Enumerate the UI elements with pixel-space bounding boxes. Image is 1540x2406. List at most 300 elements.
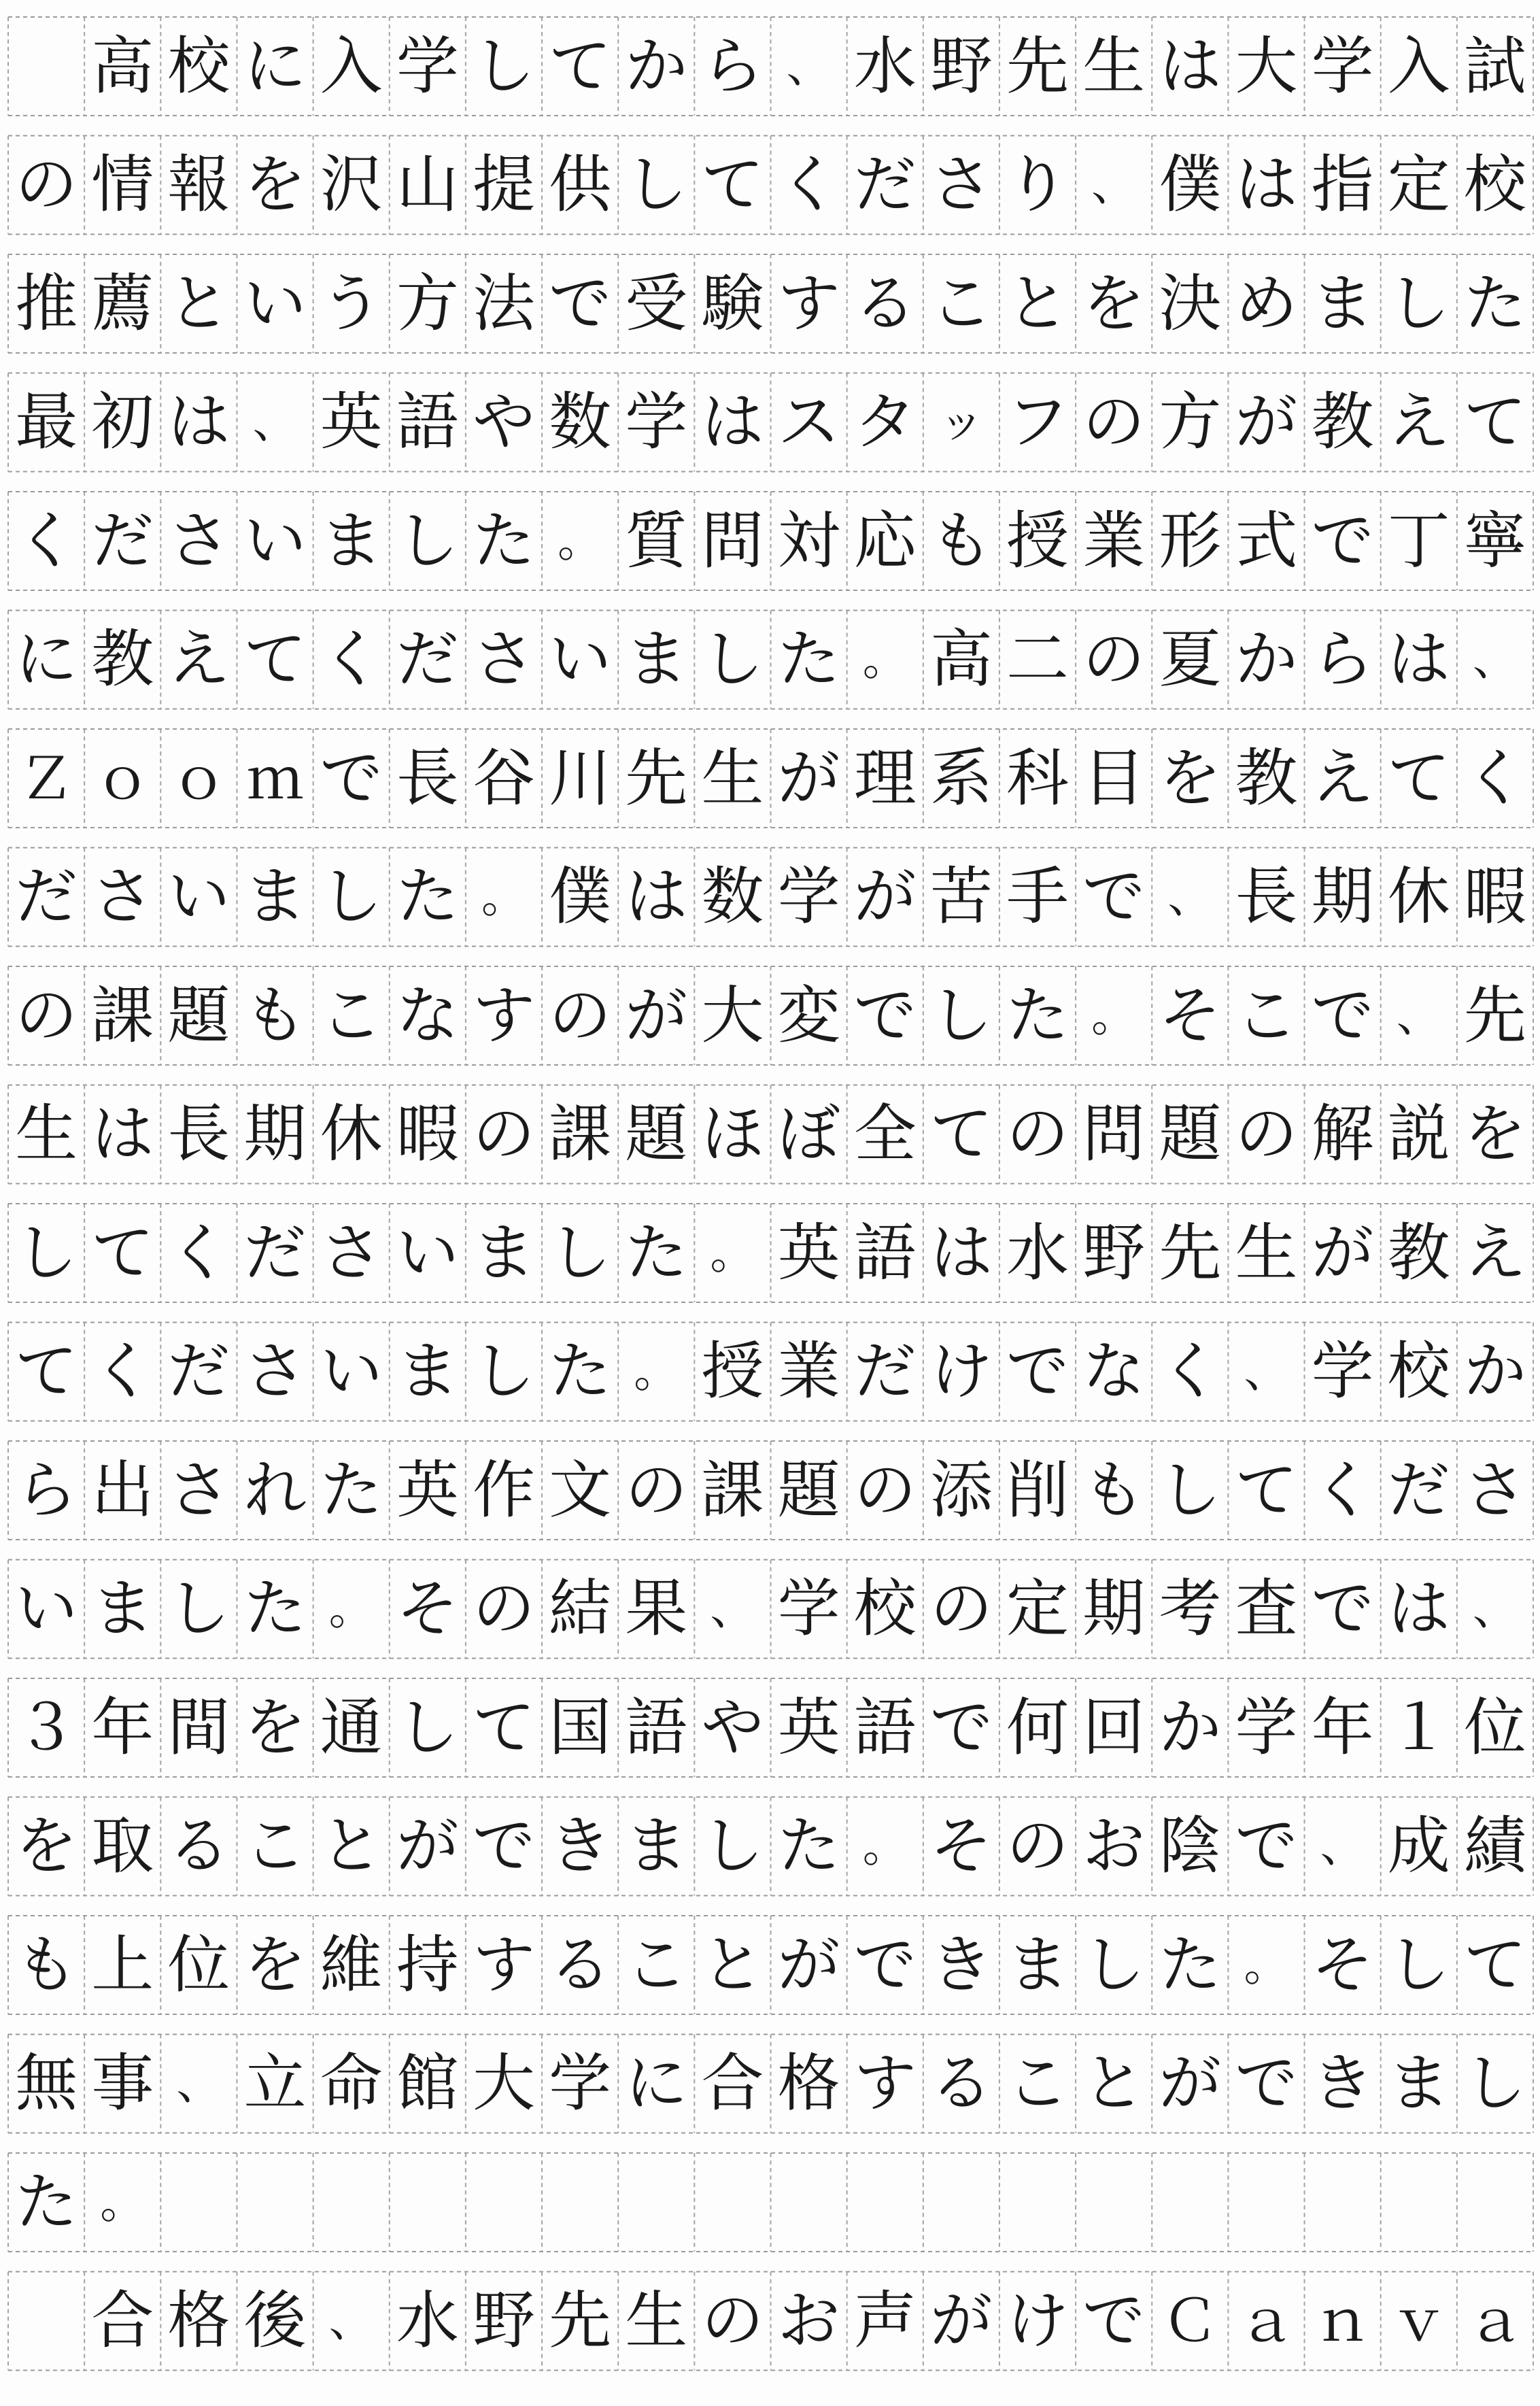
manuscript-char: さ: [929, 148, 993, 221]
manuscript-char: 授: [701, 1335, 764, 1408]
manuscript-char: ま: [91, 1572, 154, 1645]
manuscript-char: 回: [1082, 1691, 1146, 1764]
manuscript-char: は: [167, 386, 230, 458]
manuscript-char: か: [1159, 1691, 1222, 1764]
manuscript-char: 先: [625, 741, 688, 815]
manuscript-char: 。: [328, 1582, 374, 1635]
manuscript-char: し: [472, 1335, 535, 1408]
manuscript-char: で: [1235, 2047, 1298, 2120]
manuscript-char: 目: [1082, 741, 1146, 815]
manuscript-char: そ: [1159, 979, 1222, 1052]
manuscript-char: 対: [777, 504, 840, 577]
manuscript-char: ら: [701, 29, 764, 103]
manuscript-char: 僕: [549, 860, 612, 933]
manuscript-char: だ: [15, 860, 78, 933]
manuscript-char: 学: [396, 29, 459, 103]
manuscript-char: ま: [625, 1810, 688, 1882]
manuscript-char: 野: [1082, 1216, 1146, 1289]
manuscript-char: き: [929, 1928, 993, 2001]
manuscript-char: 長: [167, 1098, 230, 1170]
manuscript-char: 説: [1387, 1098, 1450, 1170]
manuscript-char: き: [549, 1810, 612, 1882]
manuscript-char: て: [91, 1216, 154, 1289]
manuscript-char: い: [243, 267, 307, 340]
manuscript-char: 、: [1167, 870, 1213, 923]
manuscript-char: は: [1235, 148, 1298, 221]
manuscript-char: ま: [1311, 267, 1374, 340]
manuscript-char: は: [91, 1098, 154, 1170]
manuscript-char: 、: [1091, 158, 1137, 211]
manuscript-char: 削: [1006, 1453, 1070, 1527]
manuscript-char: し: [1387, 267, 1450, 340]
manuscript-char: く: [1159, 1335, 1222, 1408]
manuscript-char: ぼ: [777, 1098, 840, 1170]
manuscript-char: さ: [1463, 1453, 1526, 1527]
manuscript-char: で: [1006, 1335, 1070, 1408]
manuscript-char: 休: [1387, 860, 1450, 933]
manuscript-char: 語: [853, 1691, 917, 1764]
manuscript-char: 質: [625, 504, 688, 577]
manuscript-char: 大: [701, 979, 764, 1052]
manuscript-char: こ: [1006, 2047, 1070, 2120]
manuscript-char: の: [472, 1098, 535, 1170]
manuscript-char: て: [15, 1335, 78, 1408]
manuscript-char: こ: [1235, 979, 1298, 1052]
manuscript-char: ａ: [1466, 2288, 1524, 2354]
manuscript-char: ｏ: [94, 745, 152, 812]
manuscript-char: は: [625, 860, 688, 933]
manuscript-char: で: [1311, 1572, 1374, 1645]
manuscript-char: 最: [15, 386, 78, 458]
manuscript-char: 出: [91, 1453, 154, 1527]
manuscript-char: 課: [549, 1098, 612, 1170]
manuscript-char: 年: [91, 1691, 154, 1764]
manuscript-char: さ: [91, 860, 154, 933]
manuscript-char: を: [1159, 741, 1222, 815]
manuscript-char: 問: [701, 504, 764, 577]
manuscript-char: し: [1387, 1928, 1450, 2001]
manuscript-char: か: [625, 29, 688, 103]
manuscript-char: 作: [472, 1453, 535, 1527]
manuscript-char: め: [1235, 267, 1298, 340]
manuscript-char: と: [167, 267, 230, 340]
manuscript-char: で: [853, 1928, 917, 2001]
manuscript-char: て: [701, 148, 764, 221]
manuscript-char: と: [1006, 267, 1070, 340]
manuscript-char: 格: [777, 2047, 840, 2120]
manuscript-char: い: [549, 623, 612, 696]
manuscript-char: の: [15, 979, 78, 1052]
manuscript-char: 題: [625, 1098, 688, 1170]
manuscript-char: か: [1235, 623, 1298, 696]
manuscript-char: き: [1311, 2047, 1374, 2120]
manuscript-char: 供: [549, 148, 612, 221]
manuscript-char: [8, 17, 84, 116]
manuscript-char: く: [15, 504, 78, 577]
manuscript-char: た: [320, 1453, 383, 1527]
manuscript-char: 陰: [1159, 1810, 1222, 1882]
manuscript-char: ま: [625, 623, 688, 696]
manuscript-char: し: [1159, 1453, 1222, 1527]
manuscript-char: 水: [853, 29, 917, 103]
manuscript-char: こ: [243, 1810, 307, 1882]
manuscript-char: だ: [243, 1216, 307, 1289]
manuscript-char: 格: [167, 2284, 230, 2357]
manuscript-char: て: [1387, 741, 1450, 815]
manuscript-char: た: [549, 1335, 612, 1408]
manuscript-char: 、: [1472, 633, 1518, 685]
manuscript-char: 、: [1244, 1345, 1289, 1397]
manuscript-char: も: [15, 1928, 78, 2001]
manuscript-char: 後: [243, 2284, 307, 2357]
manuscript-char: こ: [929, 267, 993, 340]
manuscript-char: 式: [1235, 504, 1298, 577]
manuscript-char: う: [320, 267, 383, 340]
manuscript-char: く: [91, 1335, 154, 1408]
manuscript-char: 期: [1082, 1572, 1146, 1645]
manuscript-char: 初: [91, 386, 154, 458]
manuscript-char: 長: [396, 741, 459, 815]
manuscript-char: し: [15, 1216, 78, 1289]
manuscript-char: 解: [1311, 1098, 1374, 1170]
manuscript-char: し: [625, 148, 688, 221]
manuscript-char: の: [625, 1453, 688, 1527]
manuscript-char: 校: [1387, 1335, 1450, 1408]
manuscript-char: だ: [853, 1335, 917, 1408]
manuscript-char: 数: [549, 386, 612, 458]
manuscript-char: 課: [91, 979, 154, 1052]
manuscript-char: 英: [396, 1453, 459, 1527]
manuscript-char: れ: [243, 1453, 307, 1527]
manuscript-char: の: [549, 979, 612, 1052]
manuscript-char: 、: [1396, 989, 1441, 1042]
manuscript-char: 授: [1006, 504, 1070, 577]
manuscript-char: 績: [1463, 1810, 1526, 1882]
manuscript-char: に: [243, 29, 307, 103]
manuscript-char: 。: [481, 870, 526, 923]
manuscript-char: の: [853, 1453, 917, 1527]
manuscript-char: 校: [1463, 148, 1526, 221]
manuscript-char: が: [1235, 386, 1298, 458]
manuscript-char: 期: [243, 1098, 307, 1170]
manuscript-char: は: [701, 386, 764, 458]
manuscript-char: い: [396, 1216, 459, 1289]
manuscript-char: そ: [396, 1572, 459, 1645]
manuscript-char: 先: [549, 2284, 612, 2357]
manuscript-char: ｍ: [246, 745, 304, 812]
manuscript-char: え: [1387, 386, 1450, 458]
manuscript-char: 学: [1235, 1691, 1298, 1764]
manuscript-char: や: [701, 1691, 764, 1764]
manuscript-char: ほ: [701, 1098, 764, 1170]
manuscript-char: が: [1159, 2047, 1222, 2120]
manuscript-char: 情: [91, 148, 154, 221]
manuscript-char: し: [320, 860, 383, 933]
manuscript-char: 谷: [472, 741, 535, 815]
manuscript-char: 校: [167, 29, 230, 103]
manuscript-char: た: [1006, 979, 1070, 1052]
manuscript-char: 、: [252, 396, 298, 448]
manuscript-char: 位: [167, 1928, 230, 2001]
manuscript-char: 問: [1082, 1098, 1146, 1170]
manuscript-char: て: [929, 1098, 993, 1170]
manuscript-char: い: [320, 1335, 383, 1408]
manuscript-char: ま: [1006, 1928, 1070, 2001]
manuscript-char: 、: [710, 1582, 755, 1635]
manuscript-char: し: [167, 1572, 230, 1645]
manuscript-char: 入: [320, 29, 383, 103]
manuscript-char: 水: [396, 2284, 459, 2357]
manuscript-char: さ: [243, 1335, 307, 1408]
manuscript-char: 山: [396, 148, 459, 221]
manuscript-char: 文: [549, 1453, 612, 1527]
manuscript-char: ま: [320, 504, 383, 577]
manuscript-char: を: [1082, 267, 1146, 340]
manuscript-char: さ: [320, 1216, 383, 1289]
manuscript-char: 題: [1159, 1098, 1222, 1170]
manuscript-char: こ: [320, 979, 383, 1052]
manuscript-char: 果: [625, 1572, 688, 1645]
manuscript-char: 高: [929, 623, 993, 696]
manuscript-char: 館: [396, 2047, 459, 2120]
manuscript-char: 高: [91, 29, 154, 103]
manuscript-char: く: [320, 623, 383, 696]
manuscript-char: 提: [472, 148, 535, 221]
manuscript-char: ら: [1311, 623, 1374, 696]
manuscript-char: 維: [320, 1928, 383, 2001]
manuscript-char: て: [549, 29, 612, 103]
manuscript-char: く: [167, 1216, 230, 1289]
manuscript-char: た: [777, 623, 840, 696]
manuscript-char: で: [1082, 2284, 1146, 2357]
manuscript-char: く: [1463, 741, 1526, 815]
manuscript-char: 無: [15, 2047, 78, 2120]
manuscript-char: や: [472, 386, 535, 458]
manuscript-char: 長: [1235, 860, 1298, 933]
manuscript-char: 間: [167, 1691, 230, 1764]
manuscript-char: す: [853, 2047, 917, 2120]
manuscript-char: 語: [853, 1216, 917, 1289]
manuscript-char: 立: [243, 2047, 307, 2120]
manuscript-char: 取: [91, 1810, 154, 1882]
manuscript-char: 校: [853, 1572, 917, 1645]
manuscript-char: ｏ: [170, 745, 228, 812]
manuscript-char: 大: [1235, 29, 1298, 103]
manuscript-char: ま: [243, 860, 307, 933]
manuscript-char: え: [1463, 1216, 1526, 1289]
manuscript-char: た: [1463, 267, 1526, 340]
manuscript-char: た: [777, 1810, 840, 1882]
manuscript-char: 学: [777, 1572, 840, 1645]
manuscript-char: 業: [1082, 504, 1146, 577]
manuscript-char: で: [472, 1810, 535, 1882]
manuscript-char: て: [1463, 1928, 1526, 2001]
manuscript-char: し: [929, 979, 993, 1052]
manuscript-char: フ: [1006, 386, 1070, 458]
manuscript-char: 理: [853, 741, 917, 815]
manuscript-char: 教: [91, 623, 154, 696]
manuscript-char: 定: [1387, 148, 1450, 221]
manuscript-char: し: [472, 29, 535, 103]
manuscript-char: 苦: [929, 860, 993, 933]
manuscript-char: ま: [396, 1335, 459, 1408]
manuscript-char: 教: [1311, 386, 1374, 458]
manuscript-char: タ: [853, 386, 917, 458]
manuscript-char: 形: [1159, 504, 1222, 577]
manuscript-char: し: [701, 623, 764, 696]
manuscript-char: こ: [625, 1928, 688, 2001]
manuscript-char: い: [167, 860, 230, 933]
manuscript-char: が: [396, 1810, 459, 1882]
manuscript-char: 沢: [320, 148, 383, 221]
manuscript-char: 何: [1006, 1691, 1070, 1764]
manuscript-char: 。: [1091, 989, 1137, 1042]
manuscript-char: た: [1159, 1928, 1222, 2001]
manuscript-char: 先: [1463, 979, 1526, 1052]
manuscript-char: 語: [625, 1691, 688, 1764]
manuscript-char: 考: [1159, 1572, 1222, 1645]
manuscript-char: ａ: [1237, 2288, 1295, 2354]
manuscript-char: 休: [320, 1098, 383, 1170]
manuscript-char: 方: [1159, 386, 1222, 458]
manuscript-char: 丁: [1387, 504, 1450, 577]
manuscript-char: 教: [1387, 1216, 1450, 1289]
manuscript-char: の: [15, 148, 78, 221]
manuscript-char: を: [243, 1928, 307, 2001]
manuscript-char: 数: [701, 860, 764, 933]
manuscript-char: １: [1387, 1691, 1450, 1764]
manuscript-char: し: [396, 1691, 459, 1764]
manuscript-char: が: [853, 860, 917, 933]
manuscript-char: だ: [396, 623, 459, 696]
manuscript-char: を: [1463, 1098, 1526, 1170]
manuscript-char: が: [777, 741, 840, 815]
manuscript-char: 成: [1387, 1810, 1450, 1882]
manuscript-char: 学: [1311, 29, 1374, 103]
manuscript-char: そ: [1311, 1928, 1374, 2001]
manuscript-char: 添: [929, 1453, 993, 1527]
manuscript-char: [8, 2272, 84, 2371]
manuscript-char: で: [320, 741, 383, 815]
manuscript-char: 位: [1463, 1691, 1526, 1764]
manuscript-char: 寧: [1463, 504, 1526, 577]
manuscript-char: 定: [1006, 1572, 1070, 1645]
manuscript-char: く: [777, 148, 840, 221]
manuscript-char: さ: [167, 504, 230, 577]
manuscript-char: が: [625, 979, 688, 1052]
manuscript-char: と: [1082, 2047, 1146, 2120]
manuscript-char: す: [472, 1928, 535, 2001]
manuscript-char: の: [1235, 1098, 1298, 1170]
manuscript-char: ｎ: [1314, 2288, 1371, 2354]
manuscript-char: い: [243, 504, 307, 577]
manuscript-char: は: [1387, 1572, 1450, 1645]
manuscript-char: 、: [1472, 1582, 1518, 1635]
manuscript-char: 。: [862, 633, 908, 685]
manuscript-char: 大: [472, 2047, 535, 2120]
manuscript-char: 題: [167, 979, 230, 1052]
manuscript-char: ３: [15, 1691, 78, 1764]
manuscript-char: 試: [1463, 29, 1526, 103]
manuscript-char: は: [1159, 29, 1222, 103]
manuscript-char: 査: [1235, 1572, 1298, 1645]
manuscript-char: く: [1311, 1453, 1374, 1527]
manuscript-char: の: [1082, 386, 1146, 458]
manuscript-char: Ｃ: [1161, 2288, 1219, 2354]
manuscript-char: の: [472, 1572, 535, 1645]
manuscript-char: 生: [701, 741, 764, 815]
manuscript-char: の: [701, 2284, 764, 2357]
manuscript-char: る: [853, 267, 917, 340]
manuscript-char: け: [1006, 2284, 1070, 2357]
manuscript-char: ッ: [938, 396, 984, 448]
manuscript-char: 薦: [91, 267, 154, 340]
manuscript-char: ら: [15, 1453, 78, 1527]
manuscript-char: で: [853, 979, 917, 1052]
manuscript-char: け: [929, 1335, 993, 1408]
manuscript-char: に: [15, 623, 78, 696]
manuscript-char: 手: [1006, 860, 1070, 933]
manuscript-char: 語: [396, 386, 459, 458]
manuscript-char: 。: [558, 514, 603, 567]
manuscript-char: ま: [1387, 2047, 1450, 2120]
manuscript-char: る: [929, 2047, 993, 2120]
manuscript-char: 英: [777, 1691, 840, 1764]
manuscript-char: り: [1006, 148, 1070, 221]
manuscript-char: 科: [1006, 741, 1070, 815]
manuscript-char: 僕: [1159, 148, 1222, 221]
manuscript-char: さ: [472, 623, 535, 696]
manuscript-char: は: [1387, 623, 1450, 696]
manuscript-char: 生: [625, 2284, 688, 2357]
manuscript-char: た: [396, 860, 459, 933]
manuscript-char: お: [1082, 1810, 1146, 1882]
manuscript-char: 、: [328, 2294, 374, 2347]
manuscript-char: 野: [929, 29, 993, 103]
manuscript-char: 暇: [1463, 860, 1526, 933]
manuscript-char: 事: [91, 2047, 154, 2120]
manuscript-char: た: [472, 504, 535, 577]
manuscript-char: し: [701, 1810, 764, 1882]
manuscript-char: 通: [320, 1691, 383, 1764]
manuscript-char: 受: [625, 267, 688, 340]
manuscript-char: で: [1311, 504, 1374, 577]
manuscript-char: 期: [1311, 860, 1374, 933]
manuscript-char: て: [472, 1691, 535, 1764]
manuscript-char: 課: [701, 1453, 764, 1527]
manuscript-char: を: [243, 1691, 307, 1764]
manuscript-char: が: [1311, 1216, 1374, 1289]
manuscript-char: だ: [167, 1335, 230, 1408]
manuscript-char: 英: [777, 1216, 840, 1289]
manuscript-char: 生: [1082, 29, 1146, 103]
manuscript-char: 、: [786, 39, 832, 92]
manuscript-char: 業: [777, 1335, 840, 1408]
manuscript-char: だ: [1387, 1453, 1450, 1527]
manuscript-char: ｖ: [1390, 2288, 1448, 2354]
manuscript-char: 暇: [396, 1098, 459, 1170]
manuscript-char: 結: [549, 1572, 612, 1645]
manuscript-char: 変: [777, 979, 840, 1052]
manuscript-char: 教: [1235, 741, 1298, 815]
manuscript-char: で: [1311, 979, 1374, 1052]
manuscript-char: 二: [1006, 623, 1070, 696]
manuscript-char: 決: [1159, 267, 1222, 340]
manuscript-char: の: [1006, 1098, 1070, 1170]
manuscript-char: 川: [549, 741, 612, 815]
manuscript-char: を: [243, 148, 307, 221]
manuscript-char: 応: [853, 504, 917, 577]
